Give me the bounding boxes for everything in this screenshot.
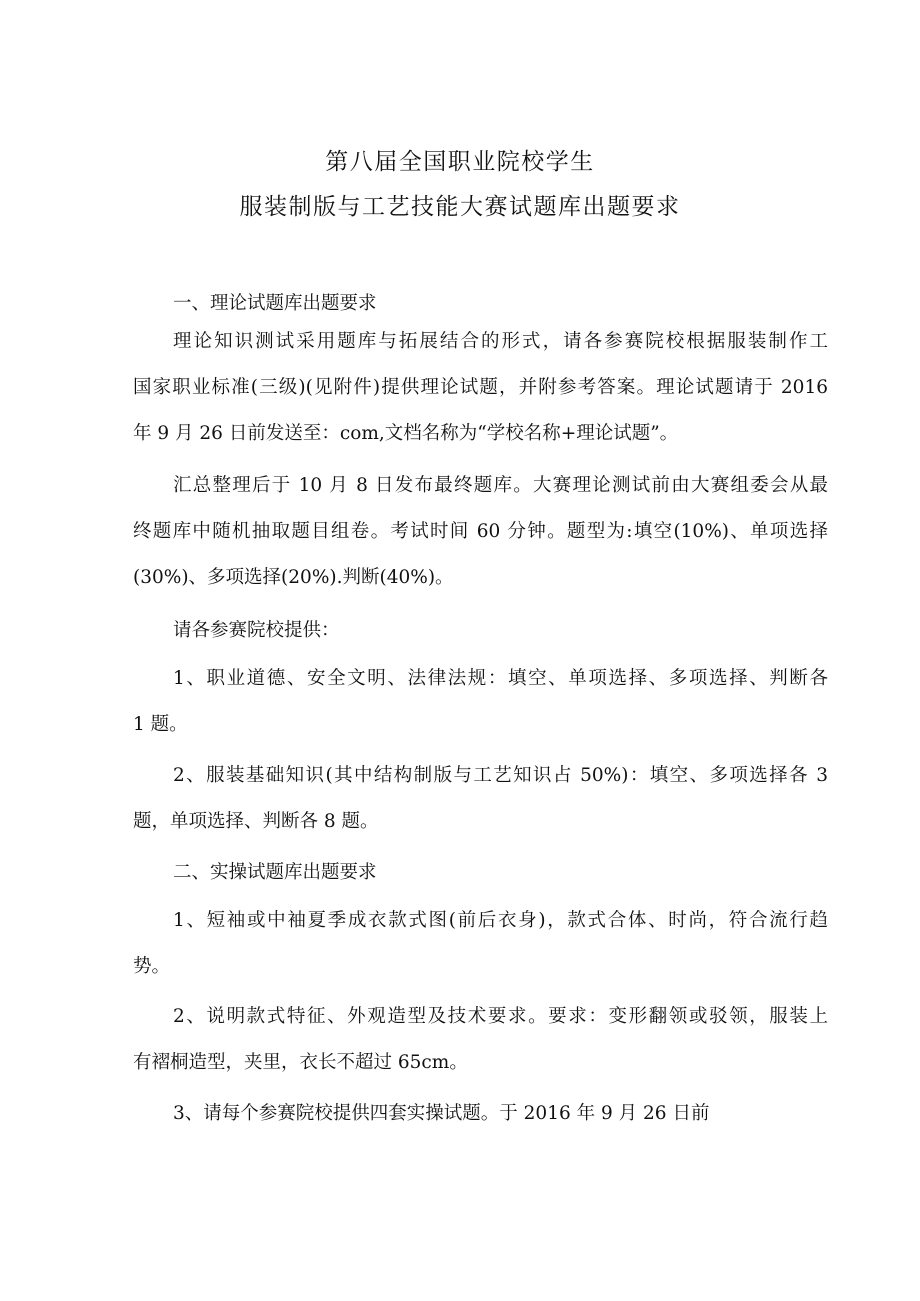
document-title-line1: 第八届全国职业院校学生 (325, 149, 595, 175)
paragraph-line: 1、短袖或中袖夏季成衣款式图(前后衣身)，款式合体、时尚，符合流行趋 (173, 910, 828, 931)
document-title-line2: 服装制版与工艺技能大赛试题库出题要求 (239, 194, 681, 220)
list-item-submission (133, 1091, 828, 1137)
paragraph-line: 1 题。 (133, 714, 188, 735)
paragraph-line: 势。 (133, 956, 171, 977)
paragraph-line: 1、职业道德、安全文明、法律法规：填空、单项选择、多项选择、判断各 (173, 668, 828, 689)
list-item-basics (133, 753, 828, 845)
paragraph-line: 有褶桐造型，夹里，衣长不超过 65cm。 (133, 1052, 468, 1073)
paragraph-line: 2、服装基础知识(其中结构制版与工艺知识占 50%)：填空、多项选择各 3 (173, 765, 828, 786)
paragraph-line: 年 9 月 26 日前发送至：com,文档名称为“学校名称+理论试题”。 (133, 423, 679, 444)
section2-heading-text: 二、实操试题库出题要求 (173, 862, 377, 883)
paragraph-line: 3、请每个参赛院校提供四套实操试题。于 2016 年 9 月 26 日前 (173, 1103, 710, 1124)
paragraph-line: 题，单项选择、判断各 8 题。 (133, 811, 379, 832)
paragraph-line: 国家职业标准(三级)(见附件)提供理论试题，并附参考答案。理论试题请于 2016 (133, 377, 828, 398)
paragraph-line: 理论知识测试采用题库与拓展结合的形式，请各参赛院校根据服装制作工 (173, 331, 828, 352)
paragraph-theory-intro (133, 319, 828, 457)
list-item-ethics (133, 656, 828, 748)
paragraph-line: 2、说明款式特征、外观造型及技术要求。要求：变形翻领或驳领，服装上 (173, 1006, 828, 1027)
paragraph-line: (30%)、多项选择(20%).判断(40%)。 (133, 567, 454, 588)
paragraph-please-provide (133, 608, 828, 654)
list-item-style-requirements (133, 994, 828, 1086)
paragraph-line: 请各参赛院校提供： (173, 620, 340, 641)
paragraph-line: 汇总整理后于 10 月 8 日发布最终题库。大赛理论测试前由大赛组委会从最 (173, 475, 828, 496)
paragraph-line: 终题库中随机抽取题目组卷。考试时间 60 分钟。题型为:填空(10%)、单项选择 (133, 521, 828, 542)
section1-heading-text: 一、理论试题库出题要求 (173, 293, 377, 314)
section2-heading (133, 850, 828, 896)
paragraph-question-bank (133, 463, 828, 601)
list-item-style-drawing (133, 898, 828, 990)
